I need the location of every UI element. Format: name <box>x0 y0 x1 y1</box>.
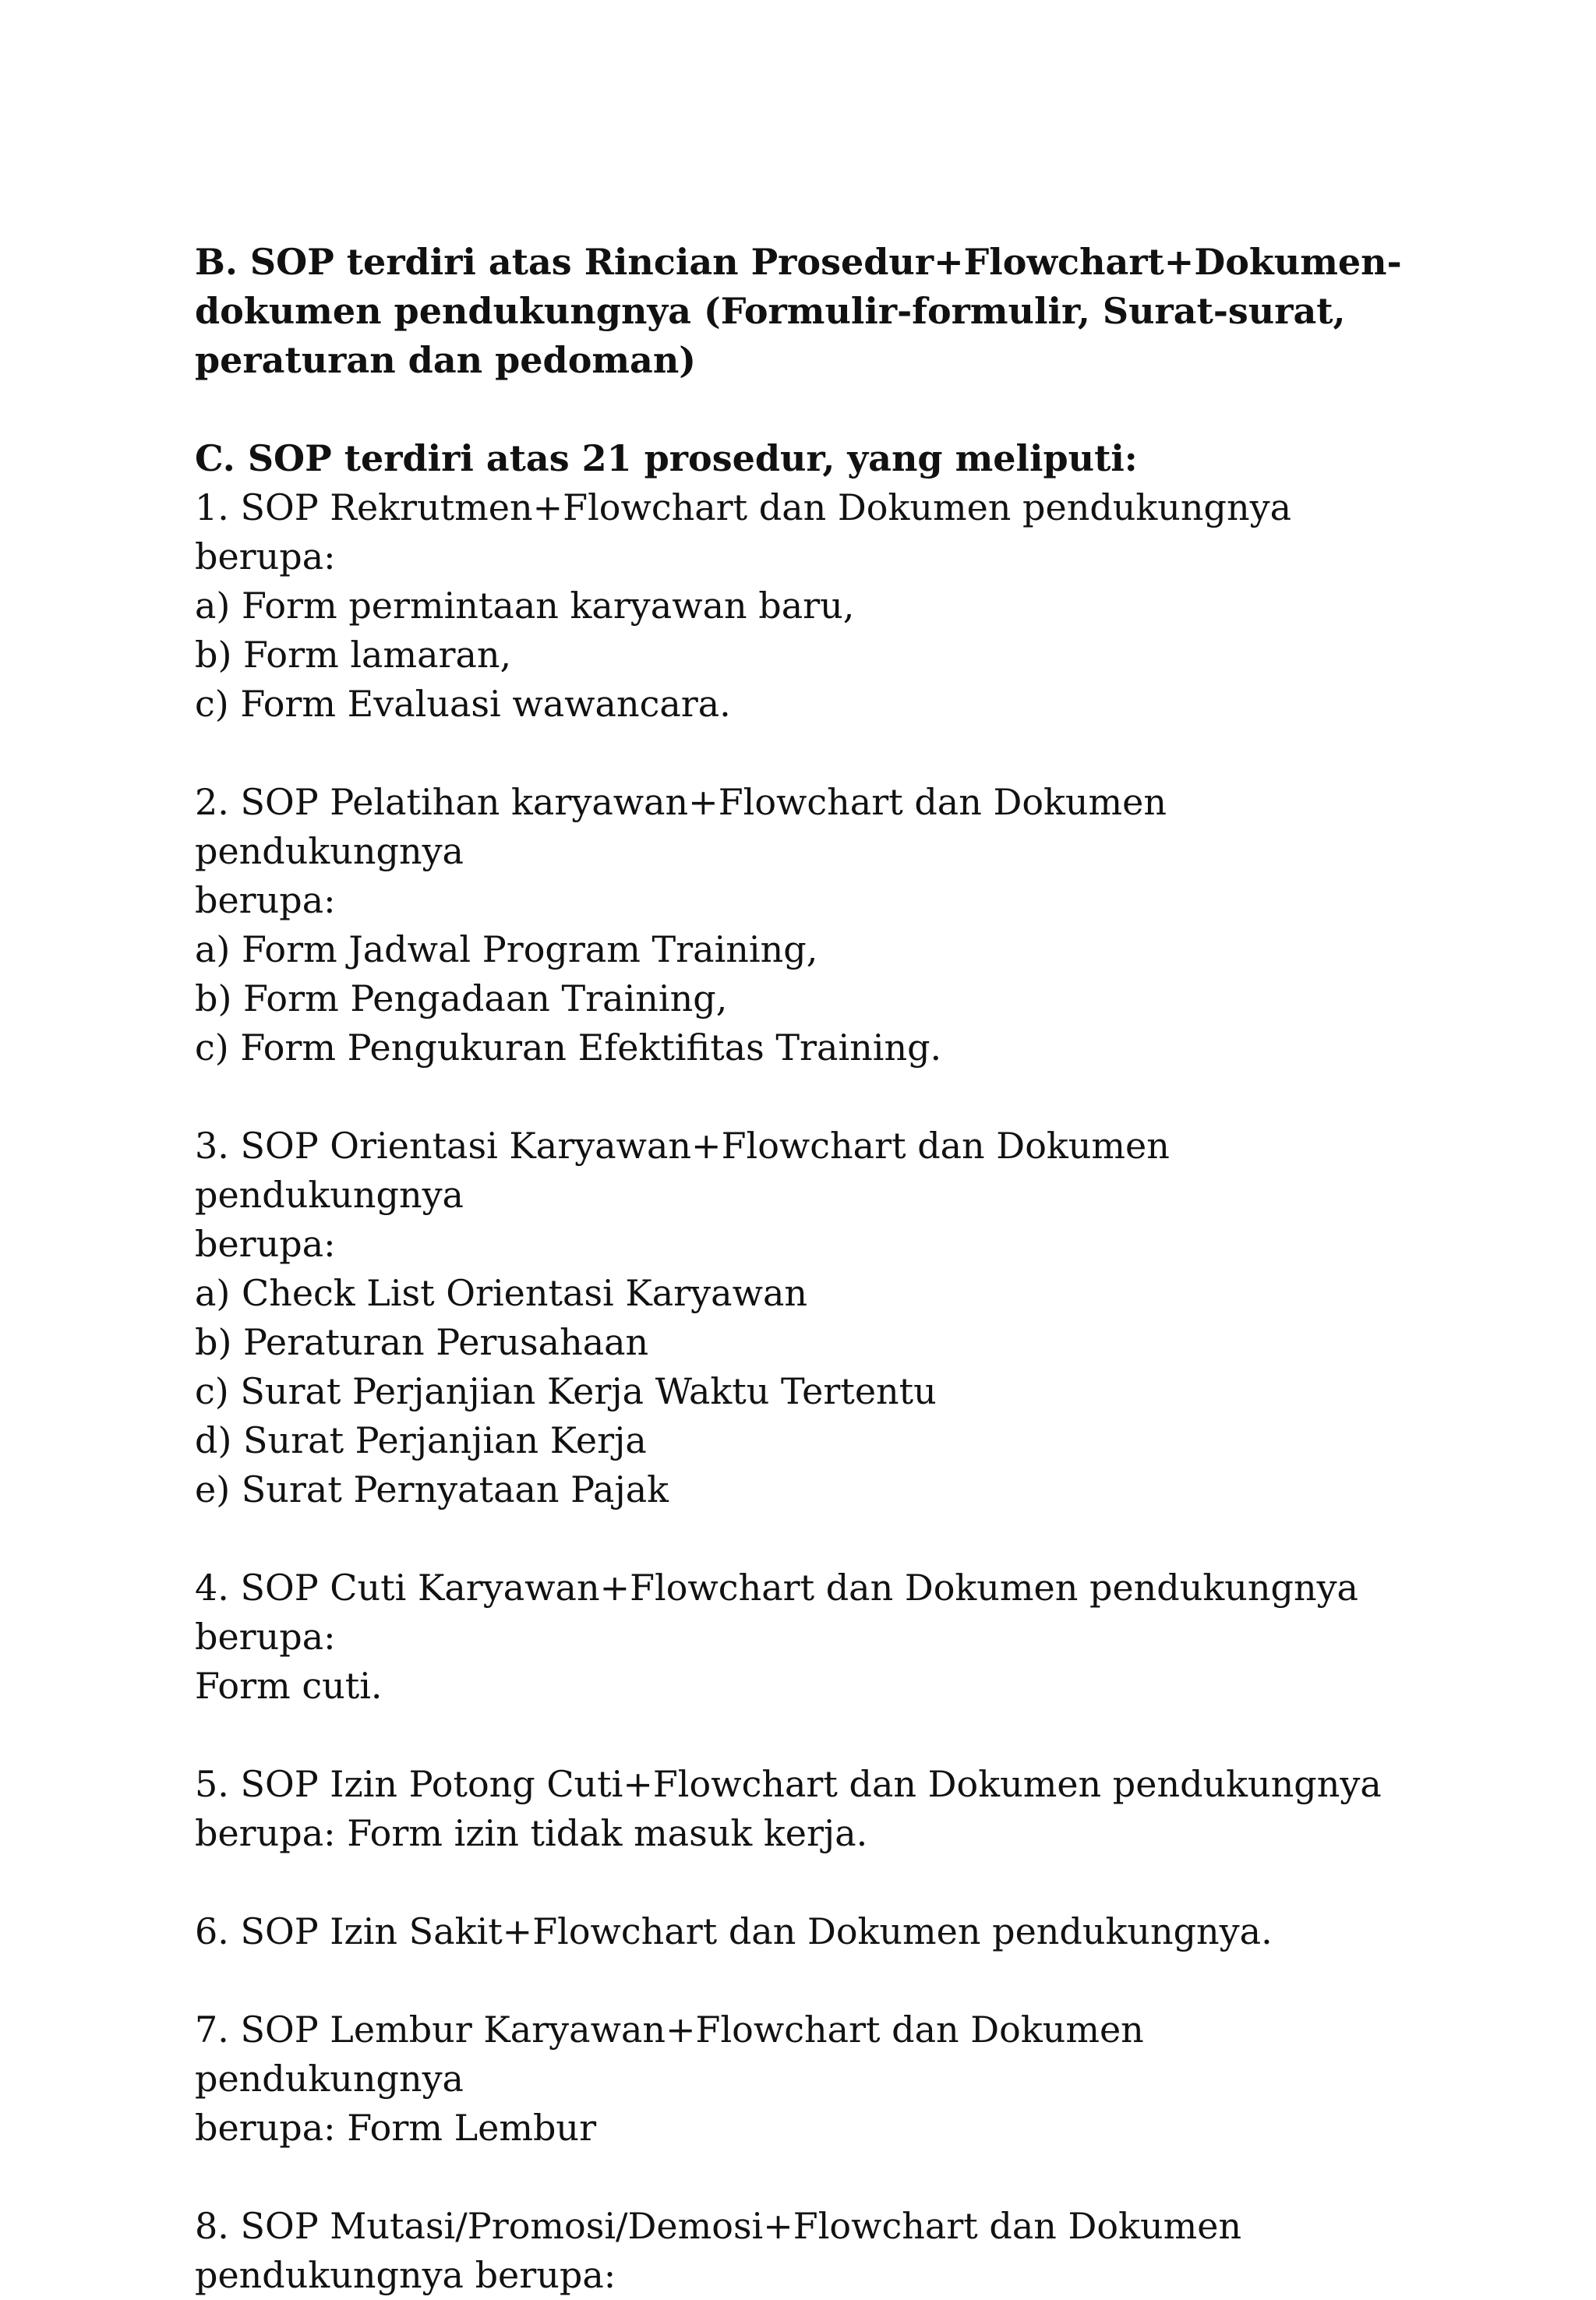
sop-item-line: c) Form Pengukuran Efektifitas Training. <box>195 1026 942 1069</box>
sop-item-line: c) Form Evaluasi wawancara. <box>195 683 731 725</box>
section-b-line: peraturan dan pedoman) <box>195 339 697 381</box>
paragraph-gap <box>195 1072 1411 1122</box>
sop-item-8 <box>195 2202 1411 2300</box>
paragraph-gap <box>195 1956 1411 2005</box>
section-b-line: dokumen pendukungnya (Formulir-formulir, Surat-surat, <box>195 290 1346 332</box>
paragraph-gap <box>195 1858 1411 1907</box>
paragraph-gap <box>195 1711 1411 1760</box>
sop-item-5 <box>195 1760 1411 1858</box>
section-c <box>195 434 1411 2300</box>
sop-item-1 <box>195 483 1411 729</box>
sop-item-line: 5. SOP Izin Potong Cuti+Flowchart dan Dokumen pendukungnya <box>195 1763 1382 1805</box>
sop-item-line: a) Form Jadwal Program Training, <box>195 928 818 970</box>
paragraph-gap <box>195 729 1411 778</box>
sop-item-line: 6. SOP Izin Sakit+Flowchart dan Dokumen pendukungnya. <box>195 1910 1273 1952</box>
sop-item-line: a) Check List Orientasi Karyawan <box>195 1272 807 1314</box>
sop-item-line: 7. SOP Lembur Karyawan+Flowchart dan Dokumen pendukungnya <box>195 2009 1156 2100</box>
sop-item-line: berupa: <box>195 879 336 921</box>
paragraph-gap <box>195 1514 1411 1563</box>
sop-item-line: a) Form permintaan karyawan baru, <box>195 585 855 627</box>
section-b <box>195 238 1411 385</box>
paragraph-gap <box>195 2153 1411 2202</box>
section-c-heading: C. SOP terdiri atas 21 prosedur, yang meliputi: <box>195 437 1138 479</box>
sop-item-line: 4. SOP Cuti Karyawan+Flowchart dan Dokumen pendukungnya berupa: <box>195 1567 1370 1658</box>
sop-item-line: berupa: Form izin tidak masuk kerja. <box>195 1812 868 1854</box>
sop-item-4 <box>195 1563 1411 1711</box>
sop-item-line: c) Surat Perjanjian Kerja Waktu Tertentu <box>195 1370 937 1412</box>
sop-item-line: b) Form lamaran, <box>195 634 512 676</box>
sop-item-line: d) Surat Perjanjian Kerja <box>195 1419 647 1461</box>
sop-item-6 <box>195 1907 1411 1956</box>
sop-item-line: berupa: Form Lembur <box>195 2107 597 2149</box>
section-b-line: B. SOP terdiri atas Rincian Prosedur+Flowchart+Dokumen- <box>195 241 1402 283</box>
sop-item-2 <box>195 778 1411 1072</box>
document-content <box>195 238 1411 2300</box>
sop-item-7 <box>195 2005 1411 2153</box>
sop-item-line: pendukungnya berupa: <box>195 2254 616 2296</box>
sop-item-line: 8. SOP Mutasi/Promosi/Demosi+Flowchart dan Dokumen <box>195 2205 1242 2247</box>
sop-item-line: 3. SOP Orientasi Karyawan+Flowchart dan Dokumen pendukungnya <box>195 1125 1181 1216</box>
sop-item-3 <box>195 1122 1411 1514</box>
sop-item-line: Form cuti. <box>195 1665 383 1707</box>
sop-item-line: 1. SOP Rekrutmen+Flowchart dan Dokumen pendukungnya berupa: <box>195 486 1303 578</box>
sop-item-line: e) Surat Pernyataan Pajak <box>195 1468 669 1510</box>
sop-item-line: 2. SOP Pelatihan karyawan+Flowchart dan Dokumen pendukungnya <box>195 781 1178 872</box>
sop-item-line: b) Peraturan Perusahaan <box>195 1321 649 1363</box>
sop-item-line: berupa: <box>195 1223 336 1265</box>
sop-item-line: b) Form Pengadaan Training, <box>195 977 728 1019</box>
